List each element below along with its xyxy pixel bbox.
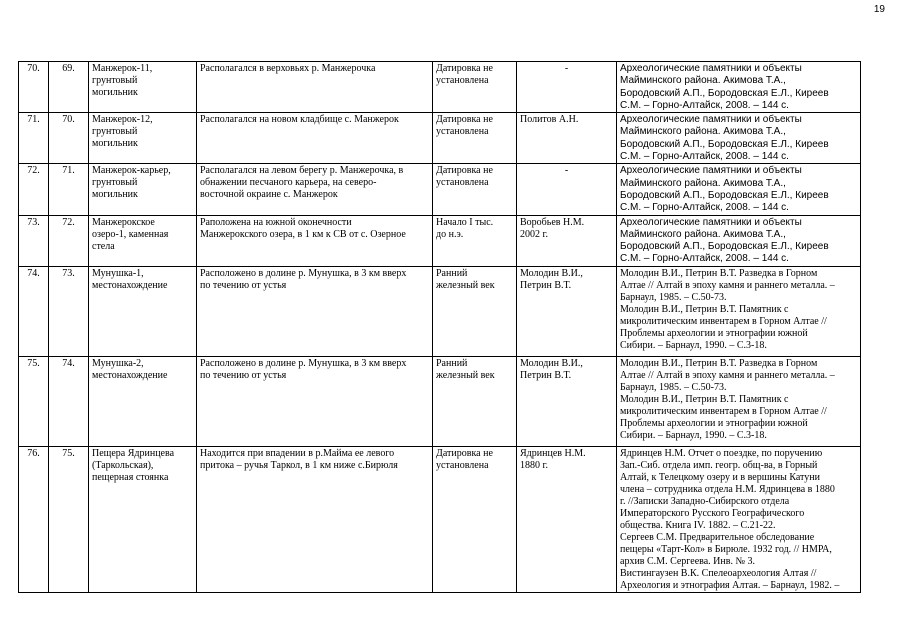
source-cell: [617, 446, 861, 592]
monument-name-cell: [89, 215, 197, 266]
monument-name-cell-line: грунтовый: [92, 75, 138, 86]
monument-name-cell-line: могильник: [92, 138, 138, 150]
dating-cell-line: установлена: [436, 459, 489, 471]
monument-name-cell-line: могильник: [92, 189, 138, 201]
source-cell-line: Проблемы археологии и этнографии южной: [620, 417, 808, 429]
source-cell-line: Вистингаузен В.К. Спелеоархеология Алтая //: [620, 567, 817, 579]
researcher-cell-line: Воробьев Н.М.: [520, 216, 585, 228]
row-subnumber-cell: 71.: [49, 164, 89, 215]
source-cell-line: Барнаул, 1985. – С.50-73.: [620, 291, 727, 303]
location-cell: [197, 356, 433, 446]
monument-name-cell-line: местонахождение: [92, 369, 168, 381]
row-number-cell: 72.: [19, 164, 49, 215]
researcher-cell: [517, 446, 617, 592]
source-cell-line: С.М. – Горно-Алтайск, 2008. – 144 с.: [620, 202, 789, 214]
row-number-cell: 76.: [19, 446, 49, 592]
source-cell-line: Алтай, к Телецкому озеру и в вершины Катуни: [620, 471, 820, 483]
row-subnumber-cell: 75.: [49, 446, 89, 592]
researcher-cell: [517, 164, 617, 215]
source-cell-line: Майминского района. Акимова Т.А.,: [620, 75, 786, 87]
source-cell-line: Археологические памятники и объекты: [620, 165, 802, 177]
researcher-cell: [517, 113, 617, 164]
source-cell-line: Бородовский А.П., Бородовская Е.Л., Киреев: [620, 87, 829, 99]
monument-name-cell-line: могильник: [92, 87, 138, 98]
source-cell-line: С.М. – Горно-Алтайск, 2008. – 144 с.: [620, 99, 789, 111]
dating-cell-line: Датировка не: [436, 165, 493, 177]
location-cell: [197, 446, 433, 592]
location-cell-line: Располагался на левом берегу р. Манжерочка, в: [200, 165, 404, 177]
researcher-cell-line: Петрин В.Т.: [520, 279, 572, 291]
dating-cell-line: установлена: [436, 177, 489, 189]
location-cell: [197, 164, 433, 215]
source-cell-line: Археологические памятники и объекты: [620, 63, 802, 74]
table-body: [19, 62, 861, 593]
row-subnumber-cell: 69.: [49, 62, 89, 113]
dating-cell-line: железный век: [436, 369, 495, 381]
row-number-cell: 75.: [19, 356, 49, 446]
source-cell-line: Бородовский А.П., Бородовская Е.Л., Киреев: [620, 241, 829, 253]
monument-name-cell-line: пещерная стоянка: [92, 471, 169, 483]
location-cell-line: притока – ручья Таркол, в 1 км ниже с.Бирюля: [200, 459, 398, 471]
location-cell-line: по течению от устья: [200, 369, 287, 381]
source-cell-line: Молодин В.И., Петрин В.Т. Разведка в Горном: [620, 357, 818, 369]
source-cell-line: Археологические памятники и объекты: [620, 114, 802, 126]
row-number-cell: 71.: [19, 113, 49, 164]
table-row: [19, 356, 861, 446]
table-row: [19, 446, 861, 592]
monument-name-cell-line: Мунушка-2,: [92, 357, 144, 369]
source-cell: [617, 356, 861, 446]
location-cell-line: Располагался в верховьях р. Манжерочка: [200, 63, 376, 74]
monument-name-cell-line: озеро-1, каменная: [92, 228, 169, 240]
location-cell: [197, 113, 433, 164]
source-cell-line: Зап.-Сиб. отдела имп. геогр. общ-ва, в Горный: [620, 459, 818, 471]
location-cell-line: Располагался на новом кладбище с. Манжерок: [200, 114, 399, 126]
dating-cell-line: Ранний: [436, 267, 468, 279]
dating-cell-line: Датировка не: [436, 63, 493, 74]
source-cell-line: микролитическим инвентарем в Горном Алтае //: [620, 405, 827, 417]
researcher-cell-line: -: [564, 165, 569, 177]
monument-name-cell: [89, 356, 197, 446]
researcher-cell-line: Молодин В.И.,: [520, 267, 583, 279]
researcher-cell: [517, 356, 617, 446]
source-cell-line: Алтае // Алтай в эпоху камня и раннего металла. –: [620, 279, 835, 291]
dating-cell-line: Датировка не: [436, 447, 493, 459]
location-cell-line: Находится при впадении в р.Майма ее левого: [200, 447, 395, 459]
monument-name-cell: [89, 62, 197, 113]
source-cell: [617, 164, 861, 215]
dating-cell: [433, 164, 517, 215]
source-cell-line: Майминского района. Акимова Т.А.,: [620, 177, 786, 189]
source-cell-line: Археология и этнография Алтая. – Барнаул, 1982. –: [620, 579, 840, 591]
dating-cell-line: Датировка не: [436, 114, 493, 126]
dating-cell-line: железный век: [436, 279, 495, 291]
dating-cell-line: установлена: [436, 126, 489, 138]
dating-cell: [433, 215, 517, 266]
researcher-cell-line: Ядринцев Н.М.: [520, 447, 586, 459]
location-cell-line: по течению от устья: [200, 279, 287, 291]
monument-name-cell-line: грунтовый: [92, 177, 138, 189]
monument-name-cell-line: Манжерокское: [92, 216, 155, 228]
monuments-table: [18, 61, 861, 593]
monument-name-cell-line: Манжерок-карьер,: [92, 165, 171, 177]
dating-cell-line: Ранний: [436, 357, 468, 369]
source-cell-line: общества. Книга IV. 1882. – С.21-22.: [620, 519, 776, 531]
location-cell: [197, 215, 433, 266]
monument-name-cell: [89, 164, 197, 215]
location-cell-line: Манжерокского озера, в 1 км к СВ от с. Озерное: [200, 228, 406, 240]
page-number: 19: [873, 4, 885, 15]
source-cell-line: г. //Записки Западно-Сибирского отдела: [620, 495, 790, 507]
dating-cell: [433, 113, 517, 164]
row-subnumber-cell: 73.: [49, 266, 89, 356]
dating-cell-line: до н.э.: [436, 228, 464, 240]
source-cell: [617, 215, 861, 266]
dating-cell-line: Начало I тыс.: [436, 216, 494, 228]
source-cell-line: Императорского Русского Географического: [620, 507, 805, 519]
location-cell: [197, 266, 433, 356]
source-cell-line: Алтае // Алтай в эпоху камня и раннего металла. –: [620, 369, 835, 381]
source-cell-line: члена – сотрудника отдела Н.М. Ядринцева в 1880: [620, 483, 835, 495]
source-cell-line: Майминского района. Акимова Т.А.,: [620, 228, 786, 240]
table-row: [19, 113, 861, 164]
location-cell-line: Расположено в долине р. Мунушка, в 3 км вверх: [200, 357, 407, 369]
location-cell-line: Раположена на южной оконечности: [200, 216, 352, 228]
monument-name-cell-line: грунтовый: [92, 126, 138, 138]
monument-name-cell-line: стела: [92, 240, 115, 252]
dating-cell: [433, 266, 517, 356]
source-cell-line: архив С.М. Сергеева. Инв. № 3.: [620, 555, 756, 567]
researcher-cell-line: 2002 г.: [520, 228, 548, 240]
source-cell: [617, 113, 861, 164]
monument-name-cell-line: местонахождение: [92, 279, 168, 291]
monument-name-cell-line: (Таркольская),: [92, 459, 154, 471]
source-cell-line: Ядринцев Н.М. Отчет о поездке, по поручению: [620, 447, 823, 459]
source-cell-line: Молодин В.И., Петрин В.Т. Памятник с: [620, 303, 789, 315]
researcher-cell-line: -: [564, 63, 569, 74]
source-cell-line: Сибири. – Барнаул, 1990. – С.3-18.: [620, 339, 767, 351]
source-cell-line: С.М. – Горно-Алтайск, 2008. – 144 с.: [620, 253, 789, 265]
source-cell-line: Бородовский А.П., Бородовская Е.Л., Киреев: [620, 189, 829, 201]
table-row: [19, 164, 861, 215]
researcher-cell: [517, 62, 617, 113]
source-cell-line: С.М. – Горно-Алтайск, 2008. – 144 с.: [620, 151, 789, 163]
dating-cell: [433, 356, 517, 446]
source-cell: [617, 62, 861, 113]
table-row: [19, 266, 861, 356]
row-subnumber-cell: 74.: [49, 356, 89, 446]
source-cell-line: Барнаул, 1985. – С.50-73.: [620, 381, 727, 393]
monument-name-cell: [89, 113, 197, 164]
row-number-cell: 73.: [19, 215, 49, 266]
row-number-cell: 70.: [19, 62, 49, 113]
row-subnumber-cell: 72.: [49, 215, 89, 266]
source-cell-line: микролитическим инвентарем в Горном Алтае //: [620, 315, 827, 327]
location-cell: [197, 62, 433, 113]
researcher-cell-line: 1880 г.: [520, 459, 548, 471]
source-cell-line: Проблемы археологии и этнографии южной: [620, 327, 808, 339]
researcher-cell: [517, 215, 617, 266]
researcher-cell-line: Петрин В.Т.: [520, 369, 572, 381]
monument-name-cell-line: Пещера Ядринцева: [92, 447, 175, 459]
dating-cell: [433, 446, 517, 592]
source-cell-line: Археологические памятники и объекты: [620, 216, 802, 228]
dating-cell: [433, 62, 517, 113]
monument-name-cell: [89, 266, 197, 356]
source-cell-line: Молодин В.И., Петрин В.Т. Памятник с: [620, 393, 789, 405]
source-cell: [617, 266, 861, 356]
monument-name-cell-line: Манжерок-12,: [92, 114, 153, 126]
monument-name-cell-line: Манжерок-11,: [92, 63, 153, 74]
table-row: [19, 215, 861, 266]
source-cell-line: Молодин В.И., Петрин В.Т. Разведка в Горном: [620, 267, 818, 279]
researcher-cell-line: Молодин В.И.,: [520, 357, 583, 369]
table-row: [19, 62, 861, 113]
monument-name-cell-line: Мунушка-1,: [92, 267, 144, 279]
location-cell-line: восточной окраине с. Манжерок: [200, 189, 338, 201]
dating-cell-line: установлена: [436, 75, 489, 86]
location-cell-line: Расположено в долине р. Мунушка, в 3 км вверх: [200, 267, 407, 279]
row-number-cell: 74.: [19, 266, 49, 356]
location-cell-line: обнажении песчаного карьера, на северо-: [200, 177, 377, 189]
source-cell-line: Сергеев С.М. Предварительное обследование: [620, 531, 815, 543]
row-subnumber-cell: 70.: [49, 113, 89, 164]
monument-name-cell: [89, 446, 197, 592]
source-cell-line: Бородовский А.П., Бородовская Е.Л., Киреев: [620, 138, 829, 150]
researcher-cell: [517, 266, 617, 356]
researcher-cell-line: Политов А.Н.: [520, 114, 579, 126]
source-cell-line: пещеры «Тарт-Кол» в Бирюле. 1932 год. // НМРА,: [620, 543, 832, 555]
source-cell-line: Сибири. – Барнаул, 1990. – С.3-18.: [620, 429, 767, 441]
source-cell-line: Майминского района. Акимова Т.А.,: [620, 126, 786, 138]
